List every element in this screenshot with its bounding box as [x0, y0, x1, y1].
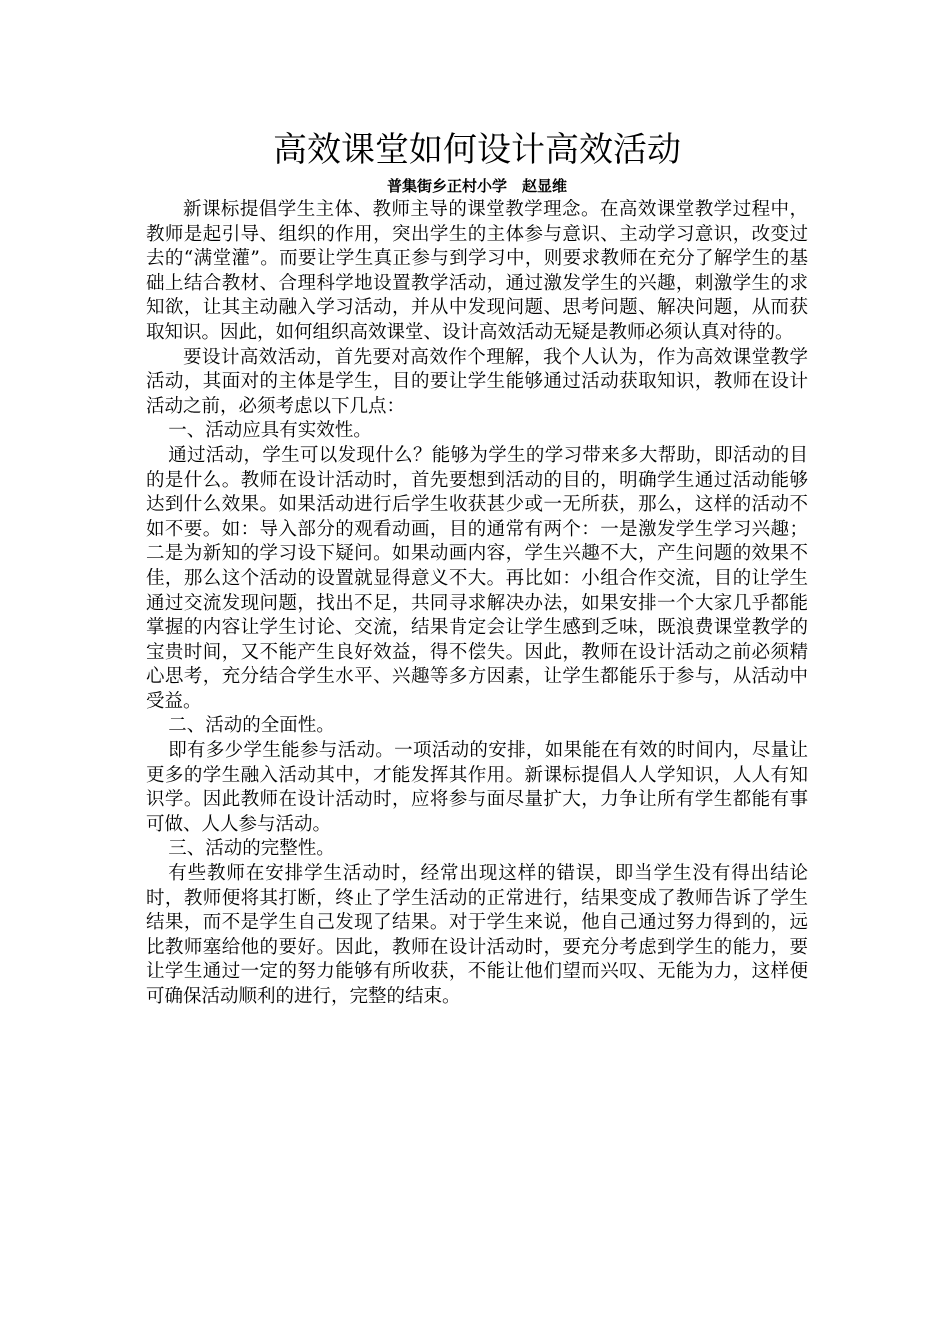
paragraph-comprehensiveness: 即有多少学生能参与活动。一项活动的安排，如果能在有效的时间内，尽量让更多的学生融入活动其中，才能发挥其作用。新课标提倡人人学知识，人人有知识学。因此教师在设计活动时，应将参与面尽量扩大，力争让所有学生都能有事可做、人人参与活动。 — [146, 740, 808, 835]
paragraph-completeness: 有些教师在安排学生活动时，经常出现这样的错误，即当学生没有得出结论时，教师便将其打断，终止了学生活动的正常进行，结果变成了教师告诉了学生结果，而不是学生自己发现了结果。对于学生来说，他自己通过努力得到的，远比教师塞给他的要好。因此，教师在设计活动时，要充分考虑到学生的能力，要让学生通过一定的努力能够有所收获，不能让他们望而兴叹、无能为力，这样便可确保活动顺利的进行，完整的结束。 — [146, 863, 808, 1007]
paragraph-effectiveness: 通过活动，学生可以发现什么？能够为学生的学习带来多大帮助，即活动的目的是什么。教师在设计活动时，首先要想到活动的目的，明确学生通过活动能够达到什么效果。如果活动进行后学生收获甚少或一无所获，那么，这样的活动不如不要。如：导入部分的观看动画，目的通常有两个：一是激发学生学习兴趣；二是为新知的学习设下疑问。如果动画内容，学生兴趣不大，产生问题的效果不佳，那么这个活动的设置就显得意义不大。再比如：小组合作交流，目的让学生通过交流发现问题，找出不足，共同寻求解决办法，如果安排一个大家几乎都能掌握的内容让学生讨论、交流，结果肯定会让学生感到乏味，既浪费课堂教学的宝贵时间，又不能产生良好效益，得不偿失。因此，教师在设计活动之前必须精心思考，充分结合学生水平、兴趣等多方因素，让学生都能乐于参与，从活动中受益。 — [146, 444, 808, 712]
section-heading-completeness: 三、活动的完整性。 — [168, 838, 335, 860]
section-heading-effectiveness: 一、活动应具有实效性。 — [168, 420, 372, 442]
section-heading-comprehensiveness: 二、活动的全面性。 — [168, 715, 335, 737]
author-line: 普集街乡正村小学 赵显维 — [386, 177, 567, 195]
paragraph-intro: 新课标提倡学生主体、教师主导的课堂教学理念。在高效课堂教学过程中，教师是起引导、组织的作用，突出学生的主体参与意识、主动学习意识，改变过去的“满堂灌”。而要让学生真正参与到学习中，则要求教师在充分了解学生的基础上结合教材、合理科学地设置教学活动，通过激发学生的兴趣，刺激学生的求知欲，让其主动融入学习活动，并从中发现问题、思考问题、解决问题，从而获取知识。因此，如何组织高效课堂、设计高效活动无疑是教师必须认真对待的。 — [146, 199, 808, 343]
document-page — [146, 126, 808, 1010]
paragraph-understanding: 要设计高效活动，首先要对高效作个理解，我个人认为，作为高效课堂教学活动，其面对的主体是学生，目的要让学生能够通过活动获取知识，教师在设计活动之前，必须考虑以下几点： — [146, 346, 808, 417]
document-title: 高效课堂如何设计高效活动 — [273, 130, 681, 170]
